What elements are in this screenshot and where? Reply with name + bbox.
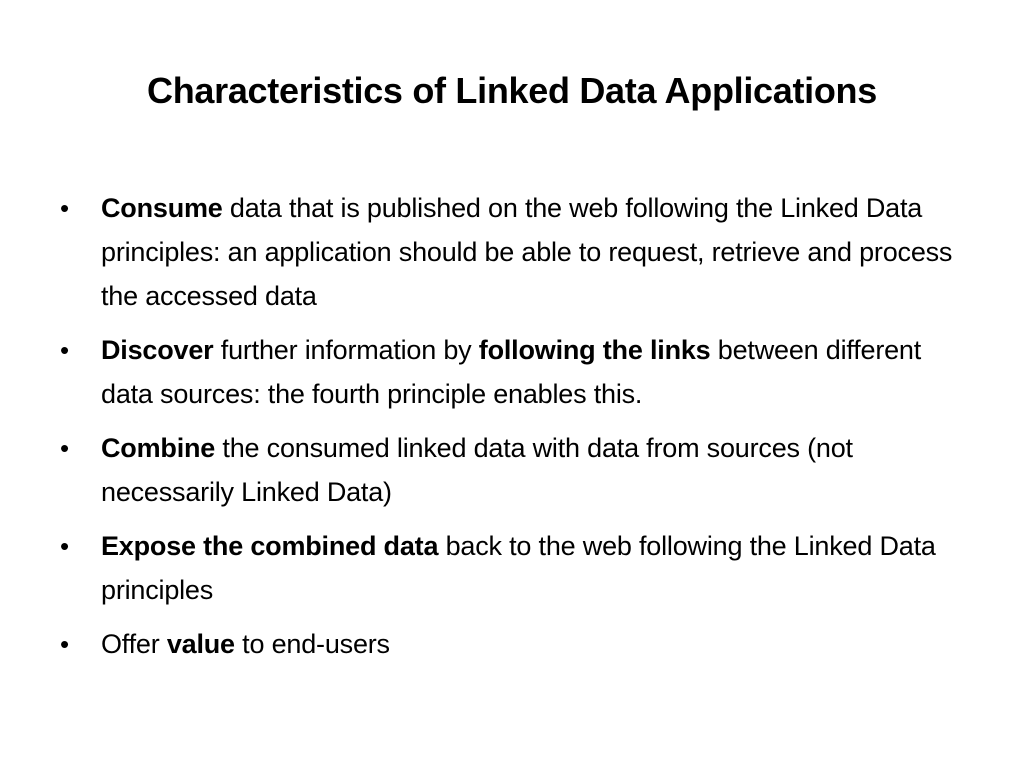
- bullet-text: between different data sources: the fourth principle enables this.: [101, 335, 922, 409]
- bullet-bold-text: value: [166, 629, 235, 659]
- bullet-icon: •: [60, 193, 69, 223]
- bullet-item-expose: [60, 524, 975, 612]
- bullet-text: data that is published on the web following the Linked Data principles: an application should be able to request, retrieve and process the accessed data: [101, 193, 953, 311]
- bullet-icon: •: [60, 335, 69, 365]
- bullet-icon: •: [60, 531, 69, 561]
- bullet-bold-text: following the links: [478, 335, 711, 365]
- bullet-icon: •: [60, 433, 69, 463]
- bullet-text: further information by: [213, 335, 479, 365]
- bullet-item-combine: [60, 426, 975, 514]
- bullet-text: Offer: [101, 629, 167, 659]
- slide-title: Characteristics of Linked Data Applications: [147, 70, 877, 111]
- bullet-bold-text: Combine: [101, 433, 216, 463]
- bullet-bold-text: Consume: [101, 193, 223, 223]
- bullet-item-discover: [60, 328, 975, 416]
- bullet-item-offer: [60, 622, 975, 666]
- bullet-text: back to the web following the Linked Data principles: [101, 531, 936, 605]
- bullet-list: [60, 186, 975, 676]
- bullet-item-consume: [60, 186, 975, 318]
- bullet-text: the consumed linked data with data from sources (not necessarily Linked Data): [101, 433, 853, 507]
- bullet-icon: •: [60, 629, 69, 659]
- bullet-text: to end-users: [234, 629, 390, 659]
- bullet-bold-text: Expose the combined data: [101, 531, 439, 561]
- bullet-bold-text: Discover: [101, 335, 214, 365]
